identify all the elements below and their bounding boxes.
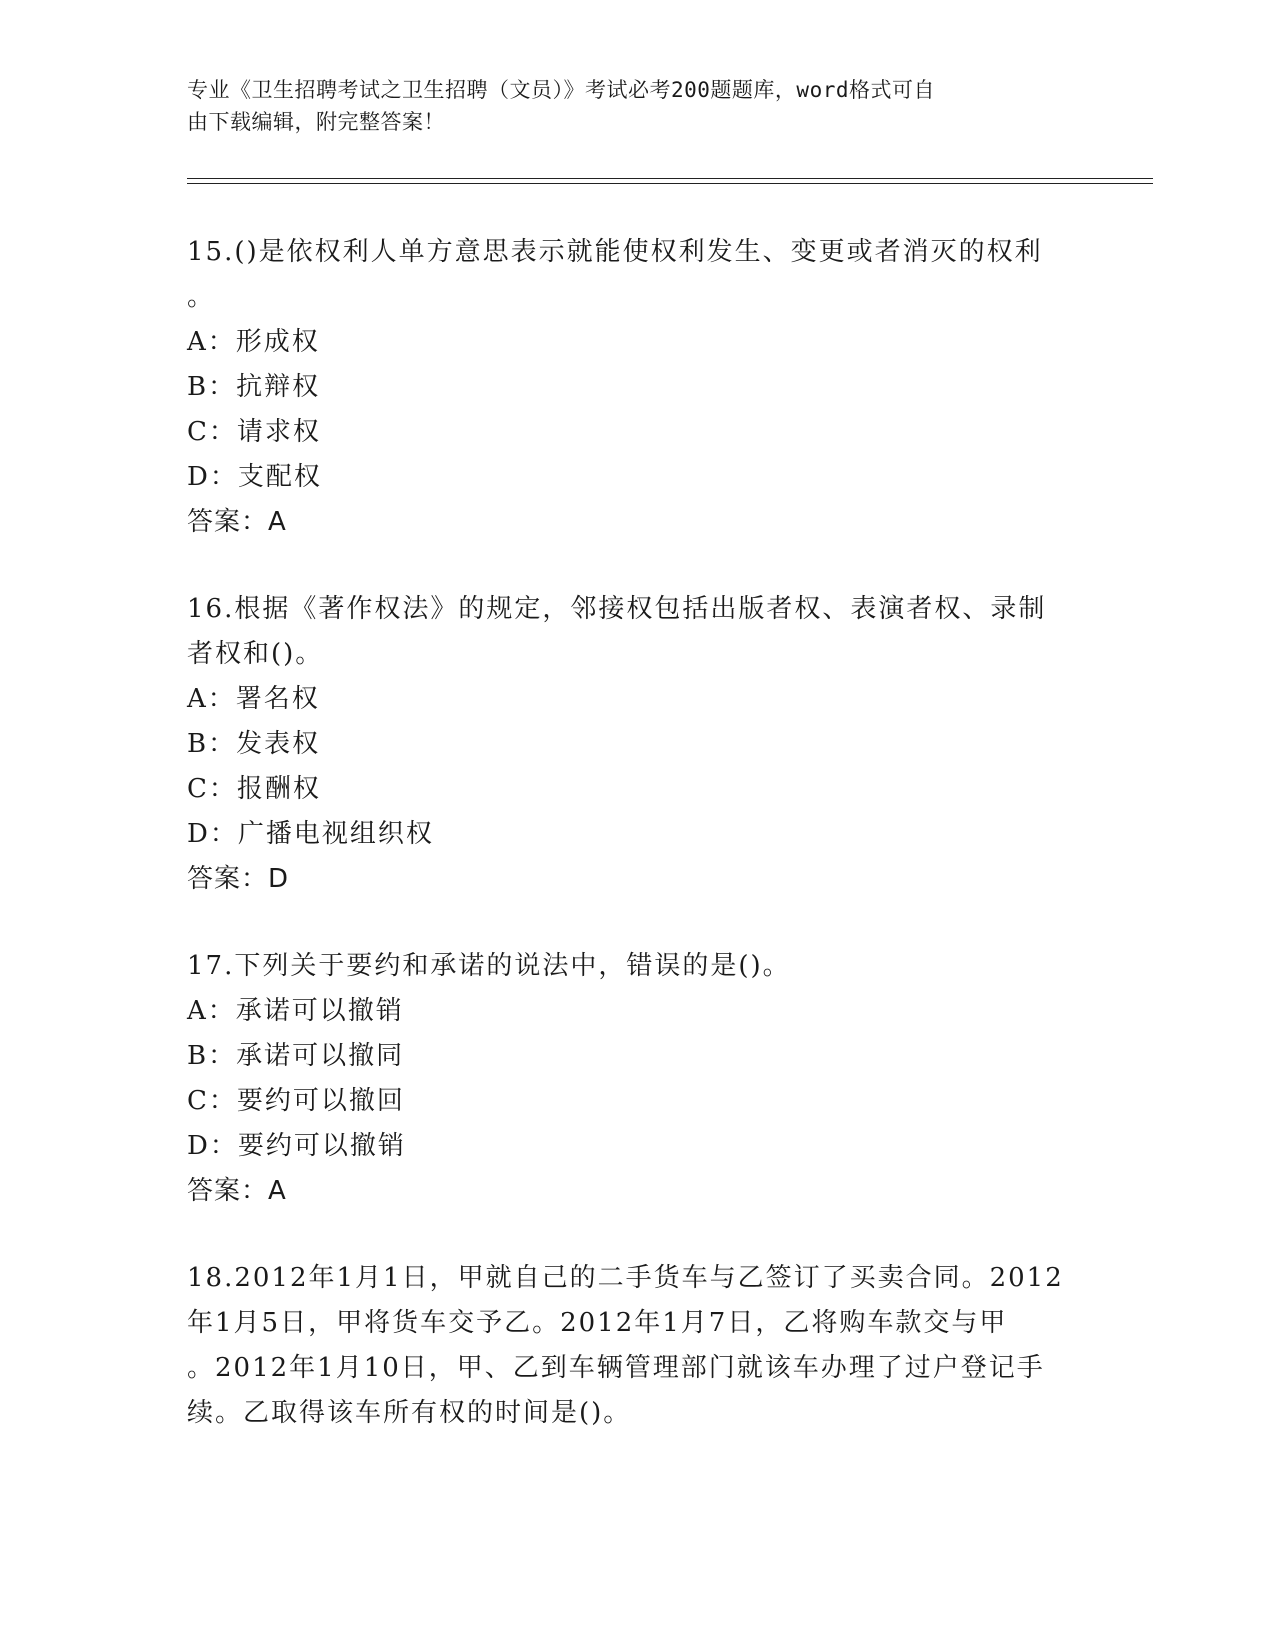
option-c: C：请求权: [187, 417, 321, 447]
header-line-2: 由下载编辑，附完整答案！: [187, 110, 445, 134]
option-d: D：广播电视组织权: [187, 819, 434, 849]
question-list: [187, 230, 1087, 1478]
question-stem-line: 续。乙取得该车所有权的时间是()。: [187, 1398, 632, 1428]
question-stem: [187, 1256, 1087, 1436]
question-stem: [187, 230, 1087, 320]
header-divider-bottom: [187, 183, 1153, 184]
header-divider-top: [187, 178, 1153, 179]
question-stem: [187, 944, 1087, 989]
question-stem: [187, 587, 1087, 677]
option-a: A：署名权: [187, 684, 320, 714]
question-15: [187, 230, 1087, 545]
question-stem-line: 16.根据《著作权法》的规定，邻接权包括出版者权、表演者权、录制: [187, 594, 1047, 624]
question-stem-line: 。2012年1月10日，甲、乙到车辆管理部门就该车办理了过户登记手: [187, 1353, 1045, 1383]
question-16: [187, 587, 1087, 902]
question-stem-line: 18.2012年1月1日，甲就自己的二手货车与乙签订了买卖合同。2012: [187, 1263, 1064, 1293]
question-17: [187, 944, 1087, 1214]
header-line-1: 专业《卫生招聘考试之卫生招聘（文员）》考试必考200题题库，word格式可自: [187, 78, 935, 102]
option-c: C：报酬权: [187, 774, 321, 804]
option-d: D：支配权: [187, 462, 322, 492]
question-stem-line: 年1月5日，甲将货车交予乙。2012年1月7日，乙将购车款交与甲: [187, 1308, 1008, 1338]
option-a: A：形成权: [187, 327, 320, 357]
option-b: B：承诺可以撤同: [187, 1041, 405, 1071]
document-header: [187, 74, 1067, 138]
option-d: D：要约可以撤销: [187, 1131, 406, 1161]
answer: 答案：A: [187, 1176, 287, 1206]
question-stem-line: 17.下列关于要约和承诺的说法中，错误的是()。: [187, 951, 791, 981]
question-18: [187, 1256, 1087, 1436]
answer: 答案：D: [187, 864, 290, 894]
answer: 答案：A: [187, 507, 287, 537]
option-a: A：承诺可以撤销: [187, 996, 404, 1026]
question-stem-line: 者权和()。: [187, 639, 324, 669]
question-stem-line: 。: [187, 282, 216, 312]
question-stem-line: 15.()是依权利人单方意思表示就能使权利发生、变更或者消灭的权利: [187, 237, 1043, 267]
option-c: C：要约可以撤回: [187, 1086, 405, 1116]
option-b: B：抗辩权: [187, 372, 321, 402]
option-b: B：发表权: [187, 729, 321, 759]
